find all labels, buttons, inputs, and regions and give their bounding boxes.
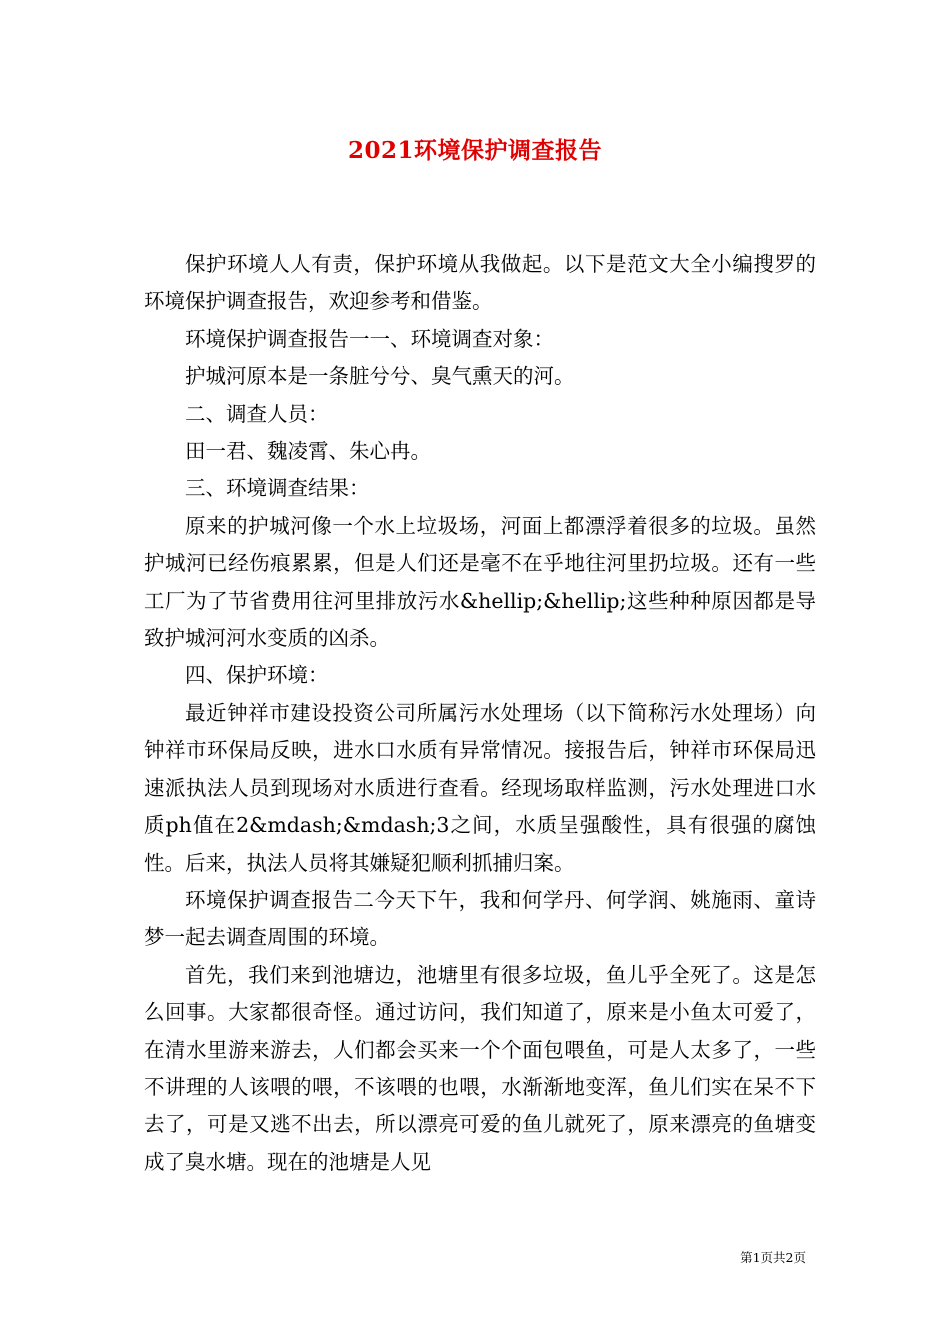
paragraph: 最近钟祥市建设投资公司所属污水处理场（以下简称污水处理场）向钟祥市环保局反映，进水口水质有异常情况。接报告后，钟祥市环保局迅速派执法人员到现场对水质进行查看。经现场取样监测，污水处理进口水质ph值在2&mdash;&mdash;3之间，水质呈强酸性，具有很强的腐蚀性。后来，执法人员将其嫌疑犯顺利抓捕归案。 <box>144 700 816 875</box>
paragraph: 首先，我们来到池塘边，池塘里有很多垃圾，鱼儿乎全死了。这是怎么回事。大家都很奇怪。通过访问，我们知道了，原来是小鱼太可爱了，在清水里游来游去，人们都会买来一个个面包喂鱼，可是人太多了，一些不讲理的人该喂的喂，不该喂的也喂，水渐渐地变浑，鱼儿们实在呆不下去了，可是又逃不出去，所以漂亮可爱的鱼儿就死了，原来漂亮的鱼塘变成了臭水塘。现在的池塘是人见 <box>144 962 816 1174</box>
paragraph: 田一君、魏凌霄、朱心冉。 <box>185 439 431 464</box>
document-title: 2021环境保护调查报告 <box>347 137 602 164</box>
paragraph: 护城河原本是一条脏兮兮、臭气熏天的河。 <box>185 364 575 389</box>
document-body <box>144 246 816 1181</box>
paragraph: 原来的护城河像一个水上垃圾场，河面上都漂浮着很多的垃圾。虽然护城河已经伤痕累累，但是人们还是毫不在乎地往河里扔垃圾。还有一些工厂为了节省费用往河里排放污水&hellip;&hellip;这些种种原因都是导致护城河河水变质的凶杀。 <box>144 513 816 651</box>
paragraph: 二、调查人员： <box>185 401 329 426</box>
paragraph: 环境保护调查报告一一、环境调查对象： <box>185 326 554 351</box>
paragraph: 四、保护环境： <box>185 663 329 688</box>
paragraph: 环境保护调查报告二今天下午，我和何学丹、何学润、姚施雨、童诗梦一起去调查周围的环境。 <box>144 887 816 950</box>
paragraph: 三、环境调查结果： <box>185 476 370 501</box>
page-indicator: 第1页共2页 <box>740 1250 806 1265</box>
paragraph: 保护环境人人有责，保护环境从我做起。以下是范文大全小编搜罗的环境保护调查报告，欢迎参考和借鉴。 <box>144 252 816 314</box>
